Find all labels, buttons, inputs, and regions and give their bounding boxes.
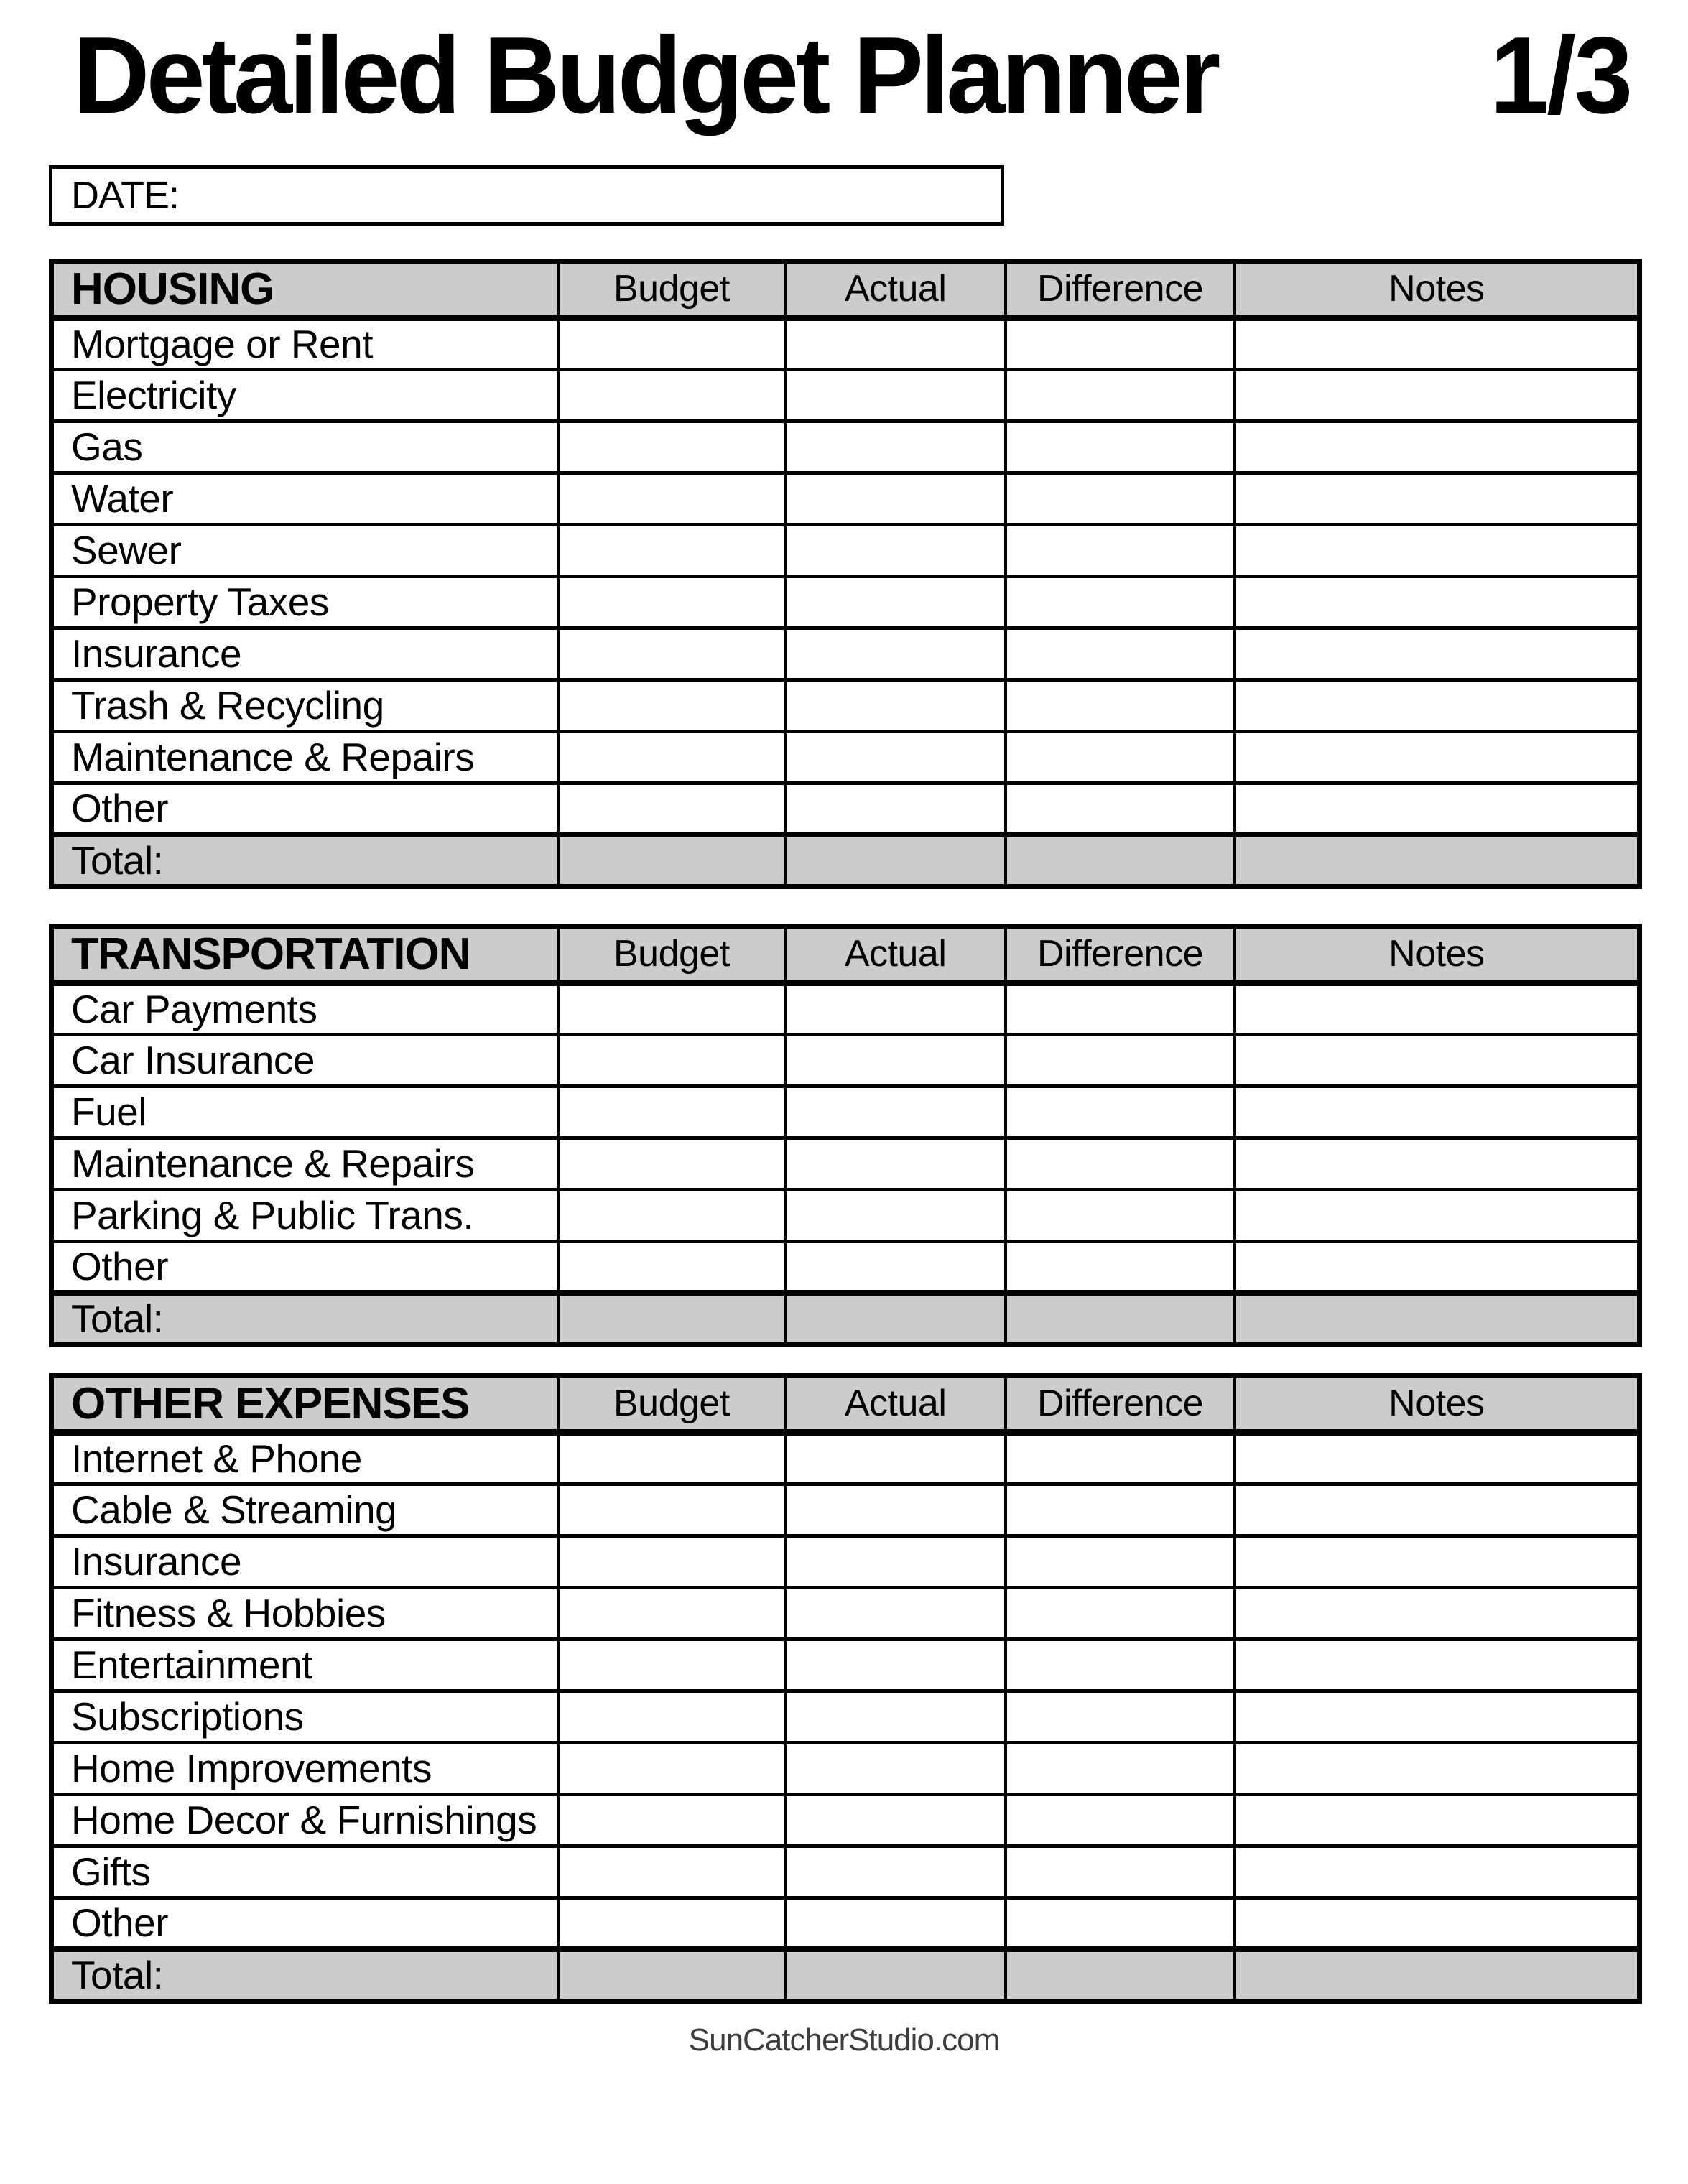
expense-row xyxy=(52,679,1640,731)
header-row-other-expenses xyxy=(52,1375,1640,1432)
budget-table-other-expenses xyxy=(49,1373,1642,2004)
column-header-actual: Actual xyxy=(785,1375,1006,1432)
column-header-notes: Notes xyxy=(1235,261,1640,317)
budget-total-cell[interactable] xyxy=(558,1949,785,2001)
notes-entry-cell[interactable] xyxy=(1235,1587,1640,1639)
column-header-actual: Actual xyxy=(785,261,1006,317)
expense-row xyxy=(52,1846,1640,1897)
column-header-budget: Budget xyxy=(558,261,785,317)
row-label: Parking & Public Trans. xyxy=(52,1189,558,1241)
difference-entry-cell[interactable] xyxy=(1006,1639,1234,1691)
column-header-budget: Budget xyxy=(558,926,785,982)
expense-row xyxy=(52,1189,1640,1241)
row-label: Other xyxy=(52,1897,558,1949)
difference-entry-cell[interactable] xyxy=(1006,1484,1234,1535)
budget-entry-cell[interactable] xyxy=(558,1742,785,1794)
notes-entry-cell[interactable] xyxy=(1235,369,1640,421)
budget-entry-cell[interactable] xyxy=(558,1484,785,1535)
budget-entry-cell[interactable] xyxy=(558,1535,785,1587)
difference-entry-cell[interactable] xyxy=(1006,369,1234,421)
total-label: Total: xyxy=(52,1293,558,1344)
actual-entry-cell[interactable] xyxy=(785,369,1006,421)
notes-entry-cell[interactable] xyxy=(1235,1241,1640,1293)
actual-total-cell[interactable] xyxy=(785,835,1006,886)
budget-entry-cell[interactable] xyxy=(558,628,785,679)
row-label: Internet & Phone xyxy=(52,1432,558,1484)
difference-entry-cell[interactable] xyxy=(1006,1742,1234,1794)
section-title-transportation: TRANSPORTATION xyxy=(52,926,558,982)
notes-entry-cell[interactable] xyxy=(1235,317,1640,369)
notes-entry-cell[interactable] xyxy=(1235,421,1640,473)
expense-row xyxy=(52,1742,1640,1794)
date-field-box xyxy=(49,165,1004,226)
expense-row xyxy=(52,1034,1640,1086)
notes-entry-cell[interactable] xyxy=(1235,628,1640,679)
budget-entry-cell[interactable] xyxy=(558,1639,785,1691)
expense-row xyxy=(52,731,1640,783)
date-value-input[interactable] xyxy=(179,169,1001,222)
difference-entry-cell[interactable] xyxy=(1006,628,1234,679)
notes-total-cell[interactable] xyxy=(1235,835,1640,886)
actual-entry-cell[interactable] xyxy=(785,1138,1006,1189)
expense-row xyxy=(52,317,1640,369)
actual-entry-cell[interactable] xyxy=(785,1034,1006,1086)
notes-entry-cell[interactable] xyxy=(1235,679,1640,731)
actual-entry-cell[interactable] xyxy=(785,1587,1006,1639)
notes-total-cell[interactable] xyxy=(1235,1949,1640,2001)
notes-entry-cell[interactable] xyxy=(1235,982,1640,1034)
notes-entry-cell[interactable] xyxy=(1235,1897,1640,1949)
budget-entry-cell[interactable] xyxy=(558,473,785,524)
difference-entry-cell[interactable] xyxy=(1006,731,1234,783)
row-label: Car Insurance xyxy=(52,1034,558,1086)
column-header-difference: Difference xyxy=(1006,1375,1234,1432)
notes-entry-cell[interactable] xyxy=(1235,731,1640,783)
expense-row xyxy=(52,1794,1640,1846)
budget-entry-cell[interactable] xyxy=(558,1897,785,1949)
actual-entry-cell[interactable] xyxy=(785,1639,1006,1691)
row-label: Sewer xyxy=(52,524,558,576)
difference-entry-cell[interactable] xyxy=(1006,1691,1234,1742)
actual-entry-cell[interactable] xyxy=(785,1241,1006,1293)
row-label: Subscriptions xyxy=(52,1691,558,1742)
expense-row xyxy=(52,982,1640,1034)
row-label: Water xyxy=(52,473,558,524)
difference-entry-cell[interactable] xyxy=(1006,1086,1234,1138)
row-label: Electricity xyxy=(52,369,558,421)
header-row-transportation xyxy=(52,926,1640,982)
difference-entry-cell[interactable] xyxy=(1006,1189,1234,1241)
budget-entry-cell[interactable] xyxy=(558,982,785,1034)
total-row-transportation xyxy=(52,1293,1640,1344)
difference-entry-cell[interactable] xyxy=(1006,1241,1234,1293)
difference-entry-cell[interactable] xyxy=(1006,1846,1234,1897)
notes-entry-cell[interactable] xyxy=(1235,783,1640,835)
notes-entry-cell[interactable] xyxy=(1235,1432,1640,1484)
actual-entry-cell[interactable] xyxy=(785,1484,1006,1535)
row-label: Home Decor & Furnishings xyxy=(52,1794,558,1846)
budget-entry-cell[interactable] xyxy=(558,1241,785,1293)
column-header-budget: Budget xyxy=(558,1375,785,1432)
budget-entry-cell[interactable] xyxy=(558,317,785,369)
difference-entry-cell[interactable] xyxy=(1006,524,1234,576)
budget-entry-cell[interactable] xyxy=(558,1846,785,1897)
total-label: Total: xyxy=(52,1949,558,2001)
actual-entry-cell[interactable] xyxy=(785,576,1006,628)
actual-entry-cell[interactable] xyxy=(785,982,1006,1034)
expense-row xyxy=(52,628,1640,679)
budget-entry-cell[interactable] xyxy=(558,1138,785,1189)
column-header-difference: Difference xyxy=(1006,926,1234,982)
page-number: 1/3 xyxy=(1489,14,1631,136)
difference-entry-cell[interactable] xyxy=(1006,1138,1234,1189)
page-header xyxy=(0,0,1688,134)
header-row-housing xyxy=(52,261,1640,317)
expense-row xyxy=(52,369,1640,421)
budget-entry-cell[interactable] xyxy=(558,1432,785,1484)
page-title: Detailed Budget Planner xyxy=(73,14,1218,136)
difference-entry-cell[interactable] xyxy=(1006,1535,1234,1587)
difference-entry-cell[interactable] xyxy=(1006,317,1234,369)
row-label: Home Improvements xyxy=(52,1742,558,1794)
expense-row xyxy=(52,1086,1640,1138)
notes-entry-cell[interactable] xyxy=(1235,1086,1640,1138)
expense-row xyxy=(52,1432,1640,1484)
expense-row xyxy=(52,1587,1640,1639)
difference-entry-cell[interactable] xyxy=(1006,576,1234,628)
actual-entry-cell[interactable] xyxy=(785,1432,1006,1484)
actual-entry-cell[interactable] xyxy=(785,731,1006,783)
actual-entry-cell[interactable] xyxy=(785,1535,1006,1587)
notes-entry-cell[interactable] xyxy=(1235,1794,1640,1846)
actual-entry-cell[interactable] xyxy=(785,1794,1006,1846)
budget-entry-cell[interactable] xyxy=(558,679,785,731)
budget-entry-cell[interactable] xyxy=(558,1086,785,1138)
expense-row xyxy=(52,524,1640,576)
row-label: Maintenance & Repairs xyxy=(52,731,558,783)
row-label: Maintenance & Repairs xyxy=(52,1138,558,1189)
actual-entry-cell[interactable] xyxy=(785,1897,1006,1949)
total-row-other-expenses xyxy=(52,1949,1640,2001)
row-label: Fuel xyxy=(52,1086,558,1138)
row-label: Property Taxes xyxy=(52,576,558,628)
tables-container xyxy=(0,259,1688,2004)
row-label: Other xyxy=(52,783,558,835)
row-label: Fitness & Hobbies xyxy=(52,1587,558,1639)
section-title-housing: HOUSING xyxy=(52,261,558,317)
column-header-notes: Notes xyxy=(1235,926,1640,982)
row-label: Other xyxy=(52,1241,558,1293)
notes-entry-cell[interactable] xyxy=(1235,1138,1640,1189)
actual-entry-cell[interactable] xyxy=(785,421,1006,473)
row-label: Gifts xyxy=(52,1846,558,1897)
row-label: Gas xyxy=(52,421,558,473)
notes-entry-cell[interactable] xyxy=(1235,524,1640,576)
row-label: Entertainment xyxy=(52,1639,558,1691)
actual-entry-cell[interactable] xyxy=(785,1189,1006,1241)
budget-total-cell[interactable] xyxy=(558,1293,785,1344)
notes-entry-cell[interactable] xyxy=(1235,1484,1640,1535)
notes-total-cell[interactable] xyxy=(1235,1293,1640,1344)
row-label: Insurance xyxy=(52,1535,558,1587)
date-label: DATE: xyxy=(71,173,180,217)
budget-entry-cell[interactable] xyxy=(558,1587,785,1639)
difference-entry-cell[interactable] xyxy=(1006,1794,1234,1846)
difference-entry-cell[interactable] xyxy=(1006,1432,1234,1484)
notes-entry-cell[interactable] xyxy=(1235,473,1640,524)
difference-entry-cell[interactable] xyxy=(1006,1897,1234,1949)
budget-total-cell[interactable] xyxy=(558,835,785,886)
actual-entry-cell[interactable] xyxy=(785,473,1006,524)
total-row-housing xyxy=(52,835,1640,886)
budget-entry-cell[interactable] xyxy=(558,1691,785,1742)
section-title-other-expenses: OTHER EXPENSES xyxy=(52,1375,558,1432)
budget-entry-cell[interactable] xyxy=(558,731,785,783)
difference-entry-cell[interactable] xyxy=(1006,421,1234,473)
column-header-actual: Actual xyxy=(785,926,1006,982)
notes-entry-cell[interactable] xyxy=(1235,576,1640,628)
actual-entry-cell[interactable] xyxy=(785,628,1006,679)
difference-entry-cell[interactable] xyxy=(1006,679,1234,731)
difference-total-cell[interactable] xyxy=(1006,835,1234,886)
budget-entry-cell[interactable] xyxy=(558,783,785,835)
difference-entry-cell[interactable] xyxy=(1006,783,1234,835)
actual-total-cell[interactable] xyxy=(785,1949,1006,2001)
difference-entry-cell[interactable] xyxy=(1006,982,1234,1034)
difference-total-cell[interactable] xyxy=(1006,1293,1234,1344)
column-header-difference: Difference xyxy=(1006,261,1234,317)
budget-entry-cell[interactable] xyxy=(558,1034,785,1086)
notes-entry-cell[interactable] xyxy=(1235,1691,1640,1742)
budget-entry-cell[interactable] xyxy=(558,421,785,473)
budget-entry-cell[interactable] xyxy=(558,369,785,421)
budget-entry-cell[interactable] xyxy=(558,1189,785,1241)
notes-entry-cell[interactable] xyxy=(1235,1189,1640,1241)
notes-entry-cell[interactable] xyxy=(1235,1742,1640,1794)
expense-row xyxy=(52,1897,1640,1949)
expense-row xyxy=(52,1484,1640,1535)
budget-entry-cell[interactable] xyxy=(558,524,785,576)
expense-row xyxy=(52,1535,1640,1587)
difference-entry-cell[interactable] xyxy=(1006,473,1234,524)
expense-row xyxy=(52,576,1640,628)
budget-entry-cell[interactable] xyxy=(558,1794,785,1846)
expense-row xyxy=(52,1138,1640,1189)
budget-table-housing xyxy=(49,259,1642,889)
total-label: Total: xyxy=(52,835,558,886)
actual-entry-cell[interactable] xyxy=(785,1086,1006,1138)
row-label: Cable & Streaming xyxy=(52,1484,558,1535)
row-label: Car Payments xyxy=(52,982,558,1034)
footer-site-text: SunCatcherStudio.com xyxy=(688,2022,1000,2058)
actual-entry-cell[interactable] xyxy=(785,1846,1006,1897)
actual-entry-cell[interactable] xyxy=(785,1691,1006,1742)
actual-entry-cell[interactable] xyxy=(785,679,1006,731)
expense-row xyxy=(52,421,1640,473)
budget-table-transportation xyxy=(49,924,1642,1347)
row-label: Mortgage or Rent xyxy=(52,317,558,369)
expense-row xyxy=(52,473,1640,524)
expense-row xyxy=(52,1691,1640,1742)
notes-entry-cell[interactable] xyxy=(1235,1034,1640,1086)
row-label: Insurance xyxy=(52,628,558,679)
row-label: Trash & Recycling xyxy=(52,679,558,731)
expense-row xyxy=(52,1639,1640,1691)
column-header-notes: Notes xyxy=(1235,1375,1640,1432)
budget-entry-cell[interactable] xyxy=(558,576,785,628)
expense-row xyxy=(52,1241,1640,1293)
difference-entry-cell[interactable] xyxy=(1006,1034,1234,1086)
difference-total-cell[interactable] xyxy=(1006,1949,1234,2001)
actual-entry-cell[interactable] xyxy=(785,317,1006,369)
difference-entry-cell[interactable] xyxy=(1006,1587,1234,1639)
actual-entry-cell[interactable] xyxy=(785,783,1006,835)
actual-entry-cell[interactable] xyxy=(785,524,1006,576)
expense-row xyxy=(52,783,1640,835)
actual-entry-cell[interactable] xyxy=(785,1742,1006,1794)
page-footer xyxy=(0,2022,1688,2073)
notes-entry-cell[interactable] xyxy=(1235,1846,1640,1897)
actual-total-cell[interactable] xyxy=(785,1293,1006,1344)
notes-entry-cell[interactable] xyxy=(1235,1639,1640,1691)
notes-entry-cell[interactable] xyxy=(1235,1535,1640,1587)
